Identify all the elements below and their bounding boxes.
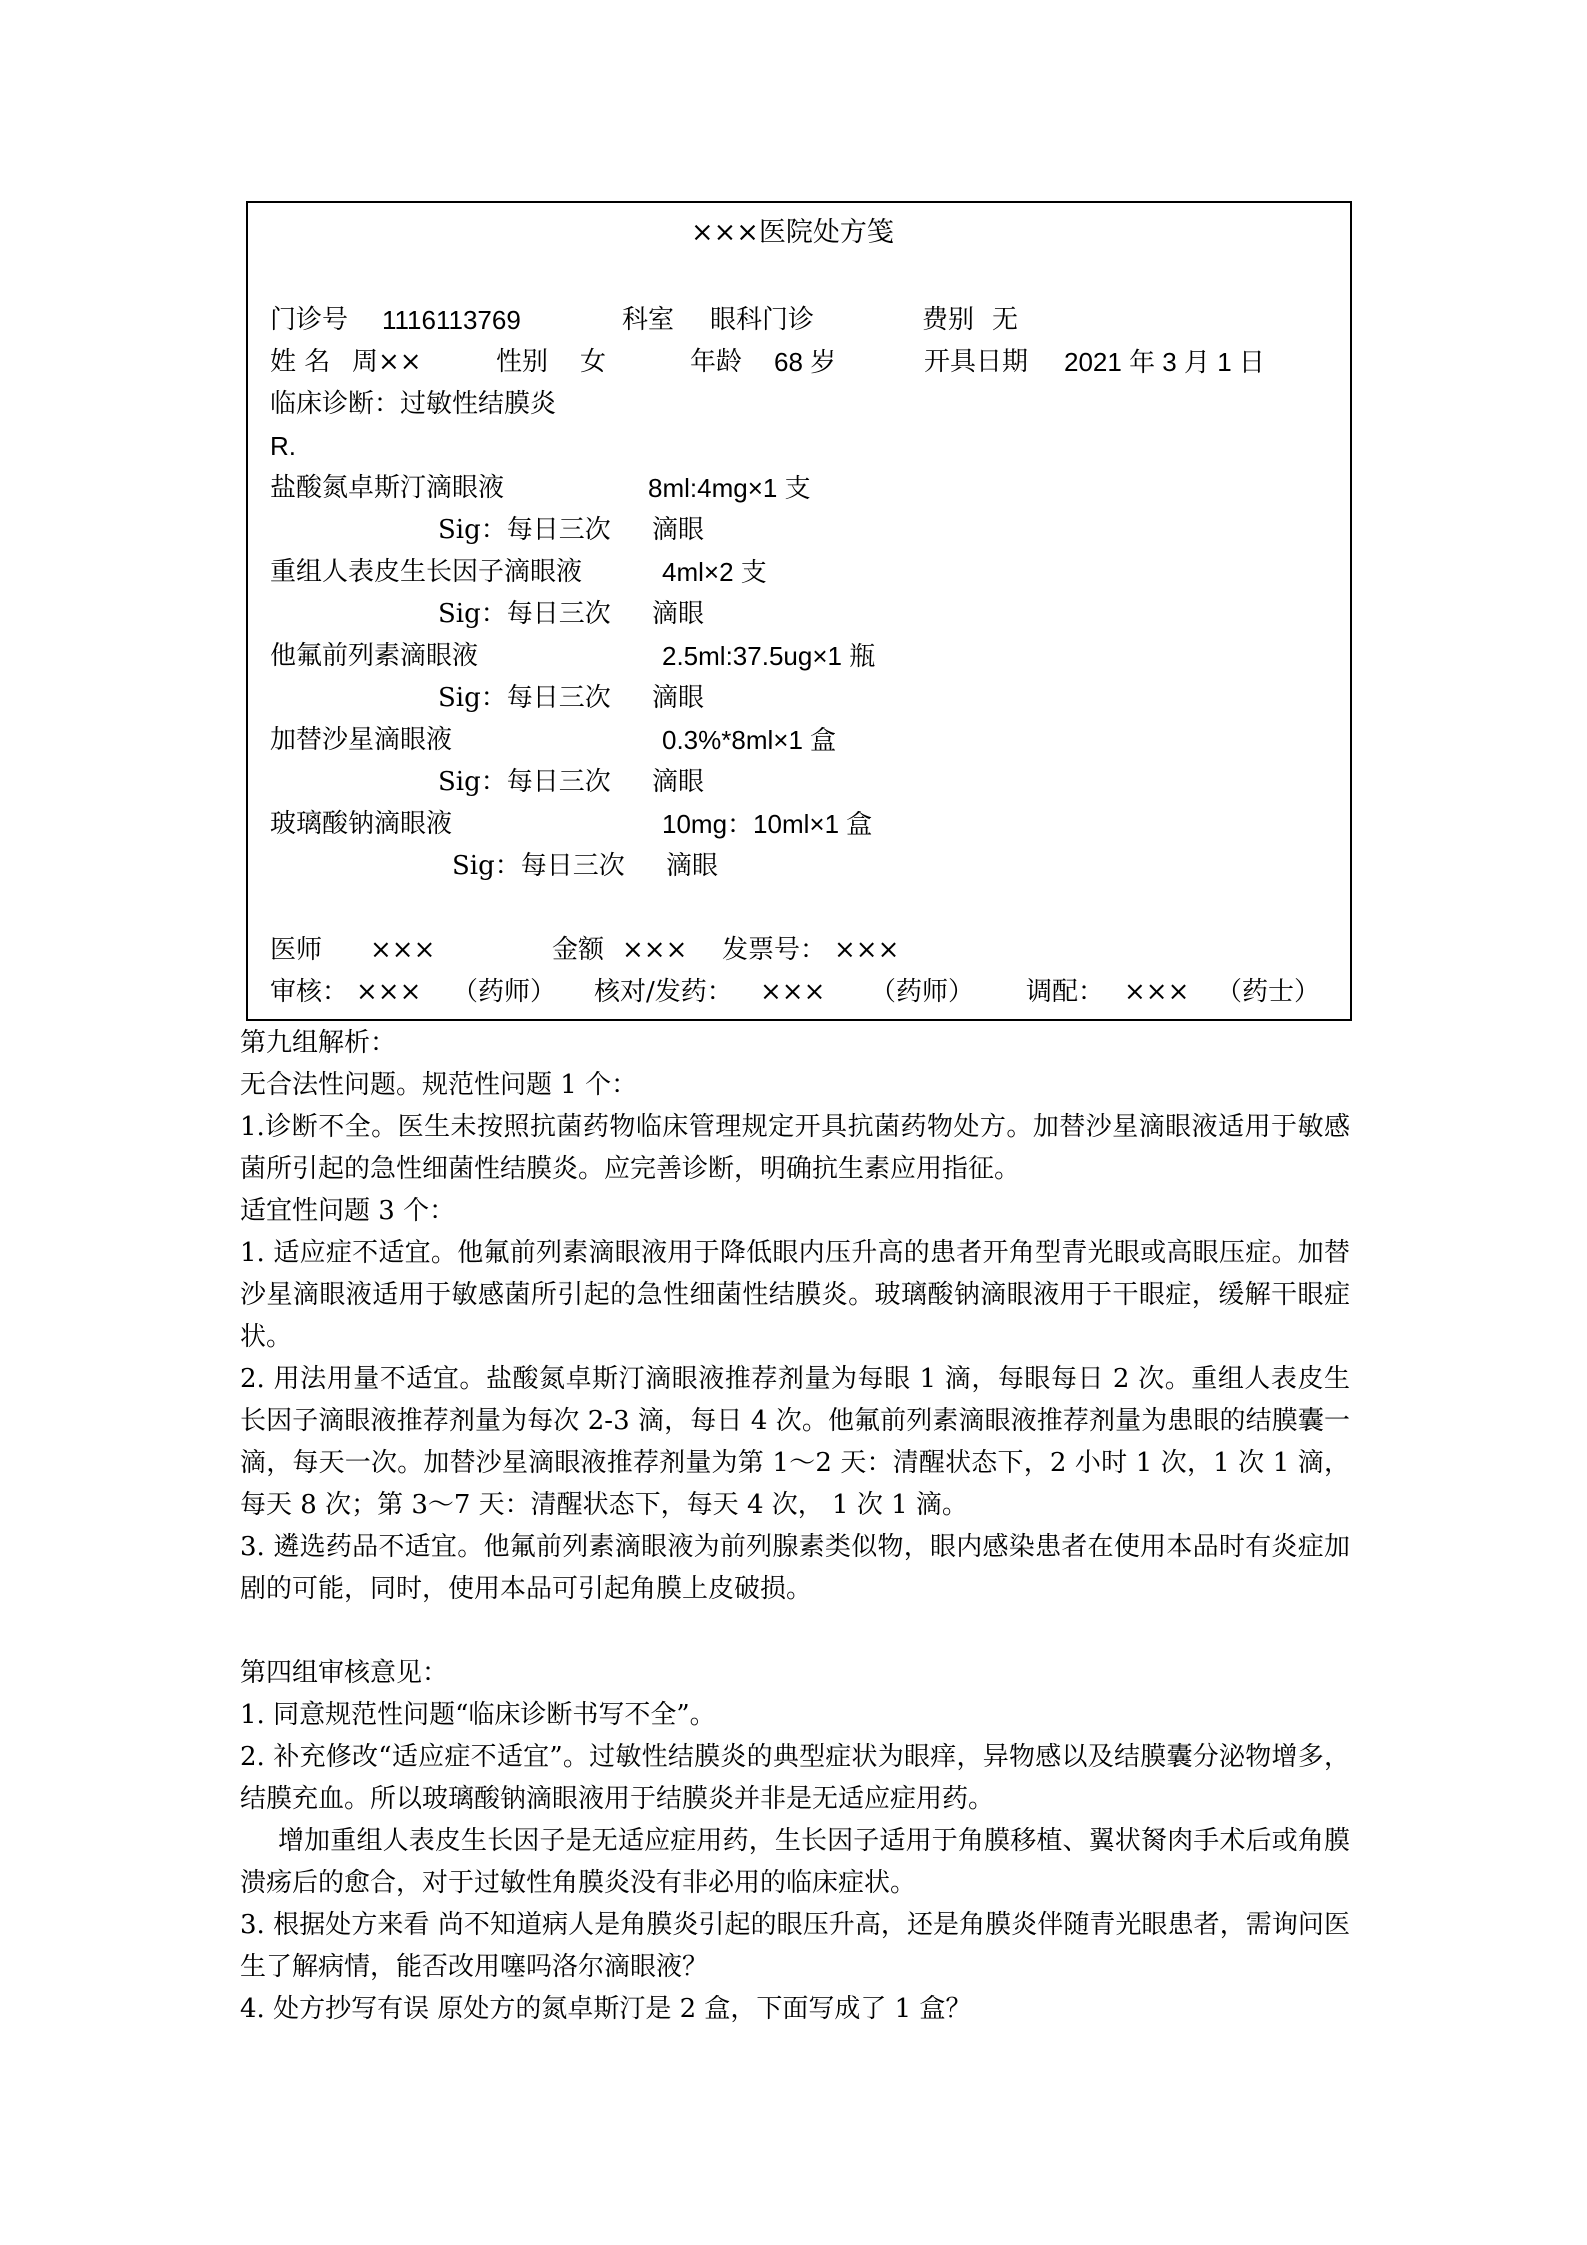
legality-summary: 无合法性问题。规范性问题 1 个： <box>240 1070 638 1100</box>
drug-sig: Sig：每日三次 <box>438 515 611 545</box>
fee-label: 费别 <box>922 305 975 335</box>
opinion-2-cont: 增加重组人表皮生长因子是无适应症用药，生长因子适用于角膜移植、翼状胬肉手术后或角膜溃疡后的愈合，对于过敏性角膜炎没有非必用的临床症状。 <box>240 1826 1350 1898</box>
amount-label: 金额 <box>552 935 605 965</box>
dept: 眼科门诊 <box>710 305 815 335</box>
name-label: 姓 名 <box>270 347 331 377</box>
prescription-box <box>246 201 1352 1021</box>
norm-issue-1: 1.诊断不全。医生未按照抗菌药物临床管理规定开具抗菌药物处方。加替沙星滴眼液适用于敏感菌所引起的急性细菌性结膜炎。应完善诊断，明确抗生素应用指征。 <box>240 1112 1350 1184</box>
opinion-1: 1. 同意规范性问题“临床诊断书写不全”。 <box>240 1700 716 1730</box>
drug-spec: 0.3%*8ml×1 盒 <box>662 725 837 755</box>
drug-sig: Sig：每日三次 <box>438 599 611 629</box>
clinic-no: 1116113769 <box>382 305 521 335</box>
age-label: 年龄 <box>690 347 743 377</box>
issue-date: 2021 年 3 月 1 日 <box>1064 347 1265 377</box>
patient-name: 周×× <box>352 347 422 377</box>
dispense-label: 调配： <box>1026 977 1105 1007</box>
drug-name: 加替沙星滴眼液 <box>270 725 453 755</box>
suit-issue-3: 3. 遴选药品不适宜。他氟前列素滴眼液为前列腺素类似物，眼内感染患者在使用本品时有炎症加剧的可能，同时，使用本品可引起角膜上皮破损。 <box>240 1532 1350 1604</box>
check-label: 核对/发药： <box>594 977 733 1007</box>
invoice-no: ××× <box>834 935 900 965</box>
drug-name: 盐酸氮卓斯汀滴眼液 <box>270 473 505 503</box>
drug-route: 滴眼 <box>652 599 705 629</box>
drug-spec: 8ml:4mg×1 支 <box>648 473 811 503</box>
age: 68 岁 <box>774 347 837 377</box>
drug-name: 玻璃酸钠滴眼液 <box>270 809 453 839</box>
opinion-2: 2. 补充修改“适应症不适宜”。过敏性结膜炎的典型症状为眼痒，异物感以及结膜囊分泌物增多，结膜充血。所以玻璃酸钠滴眼液用于结膜炎并非是无适应症用药。 <box>240 1742 1350 1814</box>
clinic-no-label: 门诊号 <box>270 305 349 335</box>
suitability-summary: 适宜性问题 3 个： <box>240 1196 456 1226</box>
drug-route: 滴眼 <box>666 851 719 881</box>
drug-sig: Sig：每日三次 <box>452 851 625 881</box>
prescription-title: ×××医院处方笺 <box>691 217 894 248</box>
dept-label: 科室 <box>622 305 675 335</box>
suit-issue-2: 2. 用法用量不适宜。盐酸氮卓斯汀滴眼液推荐剂量为每眼 1 滴，每眼每日 2 次。重组人表皮生长因子滴眼液推荐剂量为每次 2-3 滴，每日 4 次。他氟前列素滴眼液推荐剂量为患眼的结膜囊一滴，每天一次。加替沙星滴眼液推荐剂量为第 1～2 天：清醒状态下，2 小时 1 次，1 次 1 滴，每天 8 次；第 3～7 天：清醒状态下，每天 4 次， 1 次 1 滴。 <box>240 1364 1350 1520</box>
drug-sig: Sig：每日三次 <box>438 683 611 713</box>
analysis-section <box>240 1022 1350 2030</box>
drug-route: 滴眼 <box>652 515 705 545</box>
sex-label: 性别 <box>496 347 549 377</box>
checker: ××× <box>760 977 826 1007</box>
drug-spec: 2.5ml:37.5ug×1 瓶 <box>662 641 876 671</box>
drug-route: 滴眼 <box>652 767 705 797</box>
drug-name: 重组人表皮生长因子滴眼液 <box>270 557 583 587</box>
group9-title: 第九组解析： <box>240 1028 397 1058</box>
doctor: ××× <box>370 935 436 965</box>
drug-name: 他氟前列素滴眼液 <box>270 641 479 671</box>
diagnosis: 临床诊断：过敏性结膜炎 <box>270 389 557 419</box>
reviewer-role: （药师） <box>452 977 557 1007</box>
doctor-label: 医师 <box>270 935 323 965</box>
reviewer: ××× <box>356 977 422 1007</box>
review-label: 审核： <box>270 977 349 1007</box>
drug-sig: Sig：每日三次 <box>438 767 611 797</box>
drug-route: 滴眼 <box>652 683 705 713</box>
drug-spec: 4ml×2 支 <box>662 557 767 587</box>
suit-issue-1: 1. 适应症不适宜。他氟前列素滴眼液用于降低眼内压升高的患者开角型青光眼或高眼压症。加替沙星滴眼液适用于敏感菌所引起的急性细菌性结膜炎。玻璃酸钠滴眼液用于干眼症，缓解干眼症状。 <box>240 1238 1350 1352</box>
checker-role: （药师） <box>870 977 975 1007</box>
sex: 女 <box>580 347 607 377</box>
group4-title: 第四组审核意见： <box>240 1658 449 1688</box>
dispenser-role: （药士） <box>1216 977 1321 1007</box>
dispenser: ××× <box>1124 977 1190 1007</box>
amount: ××× <box>622 935 688 965</box>
spacer <box>240 1610 1350 1652</box>
date-label: 开具日期 <box>924 347 1029 377</box>
fee: 无 <box>992 305 1019 335</box>
opinion-3: 3. 根据处方来看 尚不知道病人是角膜炎引起的眼压升高，还是角膜炎伴随青光眼患者，需询问医生了解病情，能否改用噻吗洛尔滴眼液？ <box>240 1910 1350 1982</box>
invoice-label: 发票号： <box>722 935 827 965</box>
r-mark: R. <box>270 431 296 461</box>
drug-spec: 10mg：10ml×1 盒 <box>662 809 873 839</box>
opinion-4: 4. 处方抄写有误 原处方的氮卓斯汀是 2 盒，下面写成了 1 盒？ <box>240 1994 972 2024</box>
